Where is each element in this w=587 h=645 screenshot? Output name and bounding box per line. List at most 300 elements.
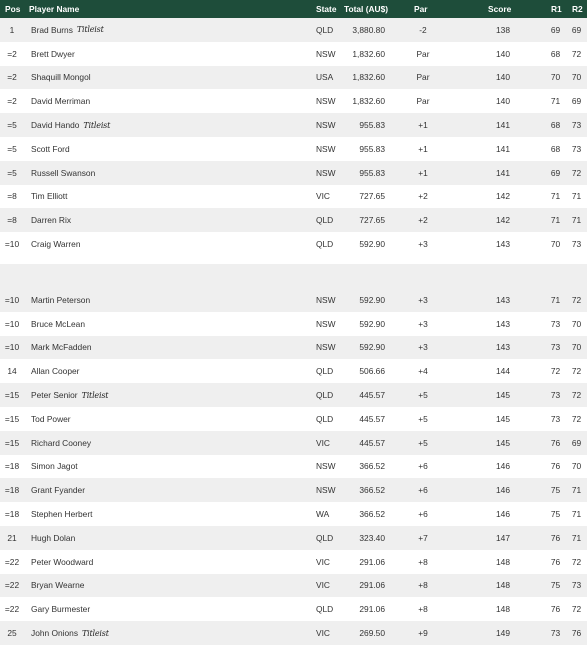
cell-total-earnings	[343, 208, 385, 232]
state-text: QLD	[316, 390, 334, 401]
cell-to-par	[405, 161, 441, 185]
position-text: 21	[7, 532, 17, 543]
round-2-text: 71	[571, 532, 582, 543]
cell-round-2	[568, 288, 585, 312]
to-par-text: +1	[418, 120, 428, 131]
cell-total-earnings	[343, 621, 385, 645]
table-row[interactable]	[0, 18, 587, 42]
cell-score	[470, 621, 510, 645]
position-text: 1	[9, 24, 15, 35]
position-text: 14	[7, 366, 17, 377]
score-text: 141	[496, 120, 510, 131]
score-text: 143	[496, 294, 510, 305]
total-earnings-text: 955.83	[359, 120, 385, 131]
total-earnings-text: 445.57	[359, 390, 385, 401]
cell-position	[0, 42, 24, 66]
sponsor-logo: Titleist	[81, 390, 109, 400]
round-1-text: 69	[550, 24, 561, 35]
state-text: QLD	[316, 532, 334, 543]
cell-score	[470, 407, 510, 431]
cell-state	[316, 383, 333, 407]
position-text: =10	[4, 342, 20, 353]
table-row[interactable]	[0, 288, 587, 312]
cell-player-name	[31, 312, 85, 336]
cell-round-1	[547, 574, 564, 598]
position-text: =5	[7, 143, 17, 154]
cell-round-2	[568, 597, 585, 621]
cell-state	[316, 312, 336, 336]
cell-score	[470, 137, 510, 161]
cell-round-2	[568, 621, 585, 645]
round-2-text: 70	[571, 461, 582, 472]
cell-player-name	[31, 550, 93, 574]
round-1-text: 68	[550, 48, 561, 59]
table-row[interactable]	[0, 42, 587, 66]
round-2-text: 70	[571, 72, 582, 83]
to-par-text: Par	[416, 72, 430, 83]
round-1-text: 72	[550, 366, 561, 377]
cell-round-1	[547, 18, 564, 42]
to-par-text: +6	[418, 509, 428, 520]
score-text: 145	[496, 437, 510, 448]
cell-round-1	[547, 336, 564, 360]
round-2-text: 71	[571, 215, 582, 226]
header-total[interactable]: Total (AU$)	[344, 4, 389, 14]
cell-round-2	[568, 574, 585, 598]
round-1-text: 71	[550, 191, 561, 202]
table-row[interactable]	[0, 66, 587, 90]
table-row[interactable]	[0, 407, 587, 431]
to-par-text: +5	[418, 390, 428, 401]
position-text: =8	[7, 215, 17, 226]
cell-position	[0, 113, 24, 137]
to-par-text: +6	[418, 461, 428, 472]
position-text: =10	[4, 318, 20, 329]
total-earnings-text: 1,832.60	[352, 72, 385, 83]
position-text: =18	[4, 485, 20, 496]
cell-round-1	[547, 288, 564, 312]
state-text: NSW	[316, 294, 336, 305]
table-row[interactable]	[0, 137, 587, 161]
position-text: =2	[7, 48, 17, 59]
player-name-text: Brett Dwyer	[31, 48, 75, 59]
cell-score	[470, 232, 510, 256]
round-1-text: 76	[550, 461, 561, 472]
cell-position	[0, 161, 24, 185]
position-text: =2	[7, 96, 17, 107]
cell-position	[0, 66, 24, 90]
state-text: NSW	[316, 48, 336, 59]
header-score[interactable]: Score	[488, 4, 512, 14]
cell-state	[316, 208, 333, 232]
cell-player-name	[31, 502, 92, 526]
cell-round-2	[568, 478, 585, 502]
cell-total-earnings	[343, 597, 385, 621]
cell-total-earnings	[343, 288, 385, 312]
position-text: =10	[4, 294, 20, 305]
score-text: 147	[496, 532, 510, 543]
table-row[interactable]	[0, 383, 587, 407]
cell-player-name	[31, 574, 84, 598]
total-earnings-text: 366.52	[359, 461, 385, 472]
cell-player-name	[31, 161, 95, 185]
score-text: 138	[496, 24, 510, 35]
table-row[interactable]	[0, 574, 587, 598]
cell-player-name	[31, 232, 81, 256]
cell-player-name	[31, 185, 67, 209]
row-separator	[0, 264, 587, 288]
cell-total-earnings	[343, 336, 385, 360]
header-player-name[interactable]: Player Name	[29, 4, 80, 14]
total-earnings-text: 592.90	[359, 318, 385, 329]
round-2-text: 69	[571, 437, 582, 448]
table-row[interactable]	[0, 336, 587, 360]
cell-round-1	[547, 113, 564, 137]
table-row[interactable]	[0, 621, 587, 645]
cell-round-1	[547, 208, 564, 232]
header-r2[interactable]: R2	[572, 4, 583, 14]
score-text: 146	[496, 461, 510, 472]
sponsor-logo: Titleist	[76, 25, 104, 35]
cell-round-2	[568, 550, 585, 574]
to-par-text: +8	[418, 604, 428, 615]
cell-round-2	[568, 336, 585, 360]
cell-total-earnings	[343, 18, 385, 42]
total-earnings-text: 291.06	[359, 580, 385, 591]
cell-round-1	[547, 407, 564, 431]
round-1-text: 75	[550, 580, 561, 591]
round-2-text: 72	[571, 48, 582, 59]
player-name-text: David Hando	[31, 120, 80, 131]
cell-round-1	[547, 161, 564, 185]
cell-score	[470, 383, 510, 407]
table-row[interactable]	[0, 550, 587, 574]
table-row[interactable]	[0, 455, 587, 479]
table-row[interactable]	[0, 478, 587, 502]
table-row[interactable]	[0, 597, 587, 621]
state-text: QLD	[316, 366, 334, 377]
cell-state	[316, 288, 336, 312]
cell-position	[0, 550, 24, 574]
player-name-text: Bryan Wearne	[31, 580, 85, 591]
cell-state	[316, 431, 330, 455]
score-text: 144	[496, 366, 510, 377]
to-par-text: +3	[418, 342, 428, 353]
cell-state	[316, 597, 333, 621]
cell-round-1	[547, 312, 564, 336]
player-name-text: Hugh Dolan	[31, 532, 76, 543]
cell-to-par	[405, 336, 441, 360]
round-1-text: 71	[550, 96, 561, 107]
round-2-text: 70	[571, 318, 582, 329]
state-text: NSW	[316, 318, 336, 329]
table-row[interactable]	[0, 502, 587, 526]
cell-position	[0, 502, 24, 526]
cell-to-par	[405, 232, 441, 256]
cell-to-par	[405, 431, 441, 455]
cell-round-2	[568, 113, 585, 137]
cell-to-par	[405, 455, 441, 479]
cell-total-earnings	[343, 66, 385, 90]
cell-to-par	[405, 407, 441, 431]
table-row[interactable]	[0, 431, 587, 455]
cell-state	[316, 42, 336, 66]
round-1-text: 73	[550, 413, 561, 424]
score-text: 140	[496, 96, 510, 107]
cell-score	[470, 89, 510, 113]
cell-round-2	[568, 89, 585, 113]
cell-round-1	[547, 526, 564, 550]
cell-state	[316, 407, 333, 431]
table-row[interactable]	[0, 185, 587, 209]
state-text: NSW	[316, 143, 336, 154]
cell-total-earnings	[343, 502, 385, 526]
cell-to-par	[405, 621, 441, 645]
cell-total-earnings	[343, 550, 385, 574]
total-earnings-text: 445.57	[359, 413, 385, 424]
cell-total-earnings	[343, 89, 385, 113]
score-text: 148	[496, 556, 510, 567]
total-earnings-text: 323.40	[359, 532, 385, 543]
player-name-text: Peter Senior	[31, 390, 78, 401]
state-text: QLD	[316, 604, 334, 615]
cell-position	[0, 574, 24, 598]
cell-position	[0, 18, 24, 42]
score-text: 145	[496, 413, 510, 424]
player-name-text: Simon Jagot	[31, 461, 78, 472]
player-name-text: Bruce McLean	[31, 318, 85, 329]
cell-position	[0, 526, 24, 550]
state-text: NSW	[316, 96, 336, 107]
cell-to-par	[405, 288, 441, 312]
cell-player-name	[31, 597, 90, 621]
to-par-text: +8	[418, 580, 428, 591]
cell-score	[470, 18, 510, 42]
sponsor-logo: Titleist	[82, 628, 109, 638]
total-earnings-text: 955.83	[359, 143, 385, 154]
round-2-text: 69	[571, 96, 582, 107]
header-pos[interactable]: Pos	[5, 4, 21, 14]
player-name-text: David Merriman	[31, 96, 91, 107]
cell-score	[470, 66, 510, 90]
state-text: NSW	[316, 461, 336, 472]
header-state[interactable]: State	[316, 4, 337, 14]
cell-round-2	[568, 407, 585, 431]
player-name-text: Scott Ford	[31, 143, 70, 154]
cell-to-par	[405, 89, 441, 113]
cell-score	[470, 161, 510, 185]
score-text: 148	[496, 580, 510, 591]
cell-round-2	[568, 359, 585, 383]
cell-player-name	[31, 455, 78, 479]
cell-to-par	[405, 478, 441, 502]
cell-score	[470, 208, 510, 232]
player-name-text: Russell Swanson	[31, 167, 96, 178]
cell-total-earnings	[343, 113, 385, 137]
cell-round-1	[547, 597, 564, 621]
round-2-text: 72	[571, 604, 582, 615]
table-row[interactable]	[0, 113, 587, 137]
cell-round-2	[568, 455, 585, 479]
table-row[interactable]	[0, 161, 587, 185]
cell-state	[316, 336, 336, 360]
cell-position	[0, 89, 24, 113]
round-1-text: 76	[550, 437, 561, 448]
cell-round-1	[547, 42, 564, 66]
round-2-text: 72	[571, 294, 582, 305]
cell-to-par	[405, 597, 441, 621]
total-earnings-text: 592.90	[359, 342, 385, 353]
cell-state	[316, 66, 333, 90]
to-par-text: +3	[418, 318, 428, 329]
cell-state	[316, 359, 333, 383]
cell-round-2	[568, 502, 585, 526]
score-text: 143	[496, 342, 510, 353]
score-text: 141	[496, 143, 510, 154]
total-earnings-text: 506.66	[359, 366, 385, 377]
cell-round-1	[547, 431, 564, 455]
score-text: 141	[496, 167, 510, 178]
round-1-text: 71	[550, 215, 561, 226]
position-text: =22	[4, 580, 20, 591]
score-text: 140	[496, 72, 510, 83]
header-r1[interactable]: R1	[551, 4, 562, 14]
position-text: =15	[4, 437, 20, 448]
cell-round-1	[547, 359, 564, 383]
player-name-text: Peter Woodward	[31, 556, 94, 567]
state-text: NSW	[316, 342, 336, 353]
cell-to-par	[405, 185, 441, 209]
player-name-text: John Onions	[31, 628, 79, 639]
cell-to-par	[405, 359, 441, 383]
position-text: =2	[7, 72, 17, 83]
cell-position	[0, 455, 24, 479]
table-row[interactable]	[0, 232, 587, 256]
cell-score	[470, 185, 510, 209]
position-text: =22	[4, 604, 20, 615]
score-text: 143	[496, 318, 510, 329]
cell-player-name	[31, 359, 79, 383]
cell-position	[0, 431, 24, 455]
cell-state	[316, 18, 333, 42]
to-par-text: +3	[418, 239, 428, 250]
score-text: 149	[496, 628, 510, 639]
cell-to-par	[405, 18, 441, 42]
cell-round-1	[547, 137, 564, 161]
round-1-text: 75	[550, 485, 561, 496]
player-name-text: Mark McFadden	[31, 342, 92, 353]
position-text: =15	[4, 390, 20, 401]
total-earnings-text: 366.52	[359, 509, 385, 520]
cell-player-name	[31, 383, 108, 407]
player-name-text: Tim Elliott	[31, 191, 68, 202]
round-1-text: 69	[550, 167, 561, 178]
table-row[interactable]	[0, 526, 587, 550]
total-earnings-text: 727.65	[359, 191, 385, 202]
table-row[interactable]	[0, 208, 587, 232]
total-earnings-text: 727.65	[359, 215, 385, 226]
cell-position	[0, 478, 24, 502]
cell-score	[470, 336, 510, 360]
cell-to-par	[405, 502, 441, 526]
cell-score	[470, 455, 510, 479]
round-1-text: 73	[550, 342, 561, 353]
cell-round-2	[568, 526, 585, 550]
cell-state	[316, 232, 333, 256]
to-par-text: +1	[418, 143, 428, 154]
table-row[interactable]	[0, 312, 587, 336]
total-earnings-text: 291.06	[359, 604, 385, 615]
cell-round-1	[547, 550, 564, 574]
cell-state	[316, 574, 330, 598]
position-text: =22	[4, 556, 20, 567]
total-earnings-text: 1,832.60	[352, 48, 385, 59]
position-text: =15	[4, 413, 20, 424]
round-2-text: 70	[571, 342, 582, 353]
cell-total-earnings	[343, 407, 385, 431]
cell-round-1	[547, 66, 564, 90]
to-par-text: +2	[418, 191, 428, 202]
sponsor-logo: Titleist	[83, 120, 111, 130]
cell-player-name	[31, 18, 104, 42]
cell-round-2	[568, 66, 585, 90]
cell-total-earnings	[343, 478, 385, 502]
position-text: =8	[7, 191, 17, 202]
round-1-text: 75	[550, 509, 561, 520]
round-2-text: 69	[571, 24, 582, 35]
player-name-text: Shaquill Mongol	[31, 72, 91, 83]
cell-to-par	[405, 550, 441, 574]
cell-score	[470, 597, 510, 621]
cell-total-earnings	[343, 42, 385, 66]
cell-to-par	[405, 208, 441, 232]
cell-player-name	[31, 431, 91, 455]
header-par[interactable]: Par	[414, 4, 428, 14]
state-text: NSW	[316, 120, 336, 131]
cell-score	[470, 574, 510, 598]
state-text: VIC	[316, 437, 330, 448]
to-par-text: +9	[418, 628, 428, 639]
round-1-text: 76	[550, 532, 561, 543]
table-row[interactable]	[0, 89, 587, 113]
player-name-text: Tod Power	[31, 413, 71, 424]
cell-total-earnings	[343, 137, 385, 161]
cell-position	[0, 336, 24, 360]
cell-position	[0, 312, 24, 336]
round-2-text: 71	[571, 191, 582, 202]
state-text: VIC	[316, 556, 330, 567]
player-name-text: Brad Burns	[31, 24, 73, 35]
to-par-text: +4	[418, 366, 428, 377]
round-2-text: 71	[571, 509, 582, 520]
cell-score	[470, 478, 510, 502]
total-earnings-text: 366.52	[359, 485, 385, 496]
cell-round-1	[547, 502, 564, 526]
to-par-text: Par	[416, 96, 430, 107]
round-1-text: 73	[550, 318, 561, 329]
table-row[interactable]	[0, 359, 587, 383]
cell-round-2	[568, 383, 585, 407]
round-1-text: 73	[550, 628, 561, 639]
cell-state	[316, 161, 336, 185]
state-text: QLD	[316, 215, 334, 226]
round-1-text: 68	[550, 143, 561, 154]
cell-position	[0, 185, 24, 209]
cell-score	[470, 359, 510, 383]
cell-total-earnings	[343, 574, 385, 598]
cell-state	[316, 526, 333, 550]
player-name-text: Darren Rix	[31, 215, 72, 226]
